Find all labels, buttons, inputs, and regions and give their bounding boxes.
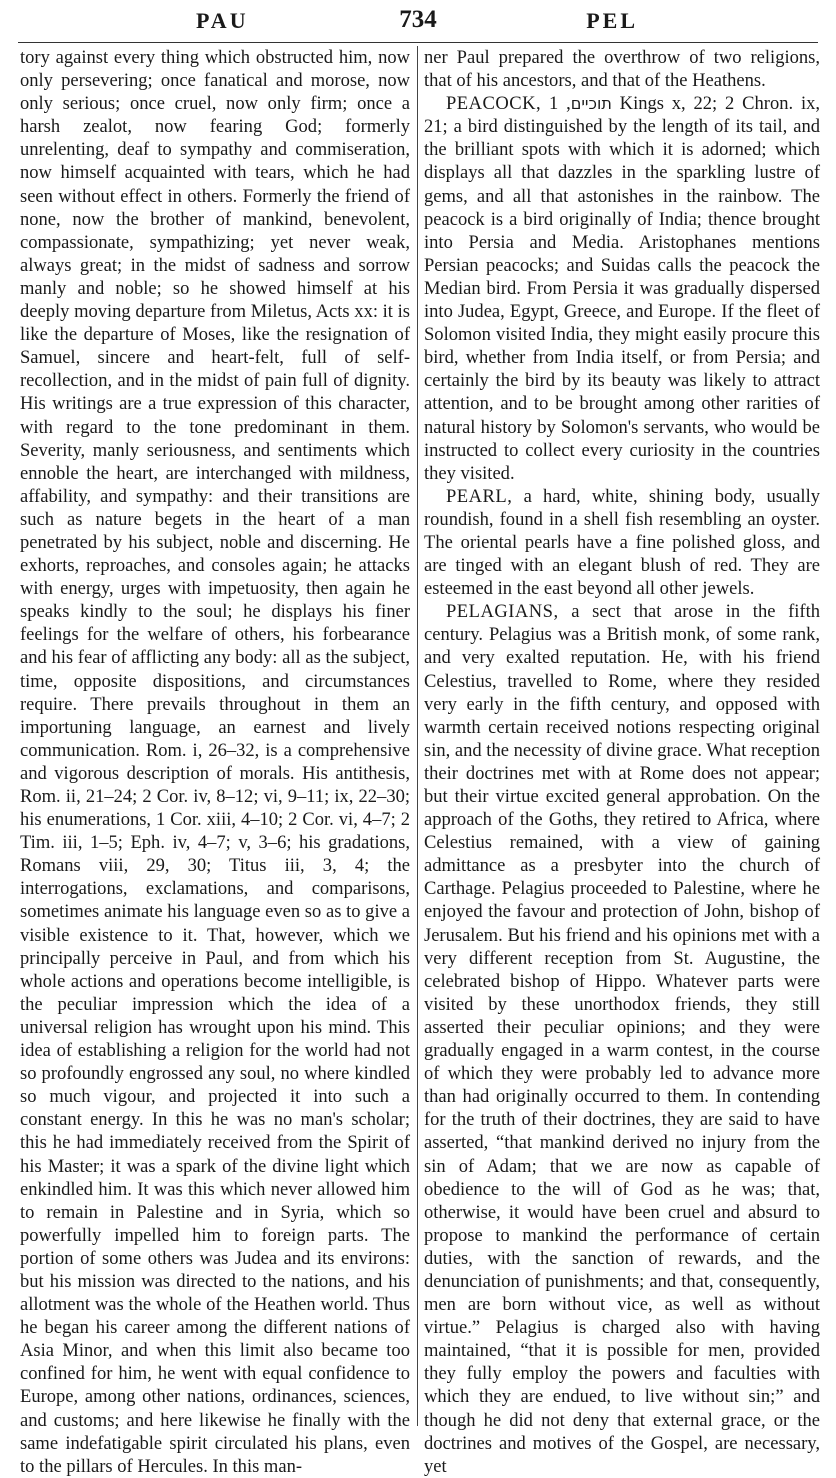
right-guide-word: PEL	[586, 8, 638, 33]
running-header	[18, 4, 818, 38]
pearl-entry	[424, 485, 820, 600]
header-rule	[18, 42, 818, 43]
peacock-text: , 1 Kings x, 22; 2 Chron. ix, 21; a bird distinguished by the length of its tail, and the brilliant spots with which it is adorned; which displays all that dazzles in the sparkling lustre of gems, and all that astonishes in the rainbow. The peacock is a bird originally of India; thence brought into Persia and Media. Aristophanes mentions Persian peacocks; and Suidas calls the peacock the Median bird. From Persia it was gradually dispersed into Judea, Egypt, Greece, and Europe. If the fleet of Solomon visited India, they might easily procure this bird, whether from India itself, or from Persia; and certainly the bird by its beauty was likely to attract attention, and to be brought among other rarities of natural history by Solomon's servants, who would be instructed to collect every curiosity in the countries they visited.	[424, 93, 820, 484]
pearl-text: a hard, white, shining body, usually roundish, found in a shell fish resembling an oyster. The oriental pearls have a fine polished gloss, and are tinged with an elegant blush of red. They are esteemed in the east beyond all other jewels.	[424, 485, 820, 600]
pelagians-text: a sect that arose in the fifth century. Pelagius was a British monk, of some rank, and very exalted reputation. He, with his friend Celestius, travelled to Rome, where they resided very early in the fifth century, and opposed with warmth certain received notions respecting original sin, and the necessity of divine grace. What reception their doctrines met with at Rome does not appear; but their virtue excited general approbation. On the approach of the Goths, they retired to Africa, where Celestius remained, with a view of gaining admittance as a presbyter into the church of Carthage. Pelagius proceeded to Palestine, where he enjoyed the favour and protection of John, bishop of Jerusalem. But his friend and his opinions met with a very different reception from St. Augustine, the celebrated bishop of Hippo. Whatever parts were visited by these unorthodox friends, they still asserted their peculiar opinions; and they were gradually engaged in a warm contest, in the course of which they were probably led to advance more than had originally occurred to them. In contending for the truth of their doctrines, they are said to have asserted, “that mankind derived no injury from the sin of Adam; that we are now as capable of obedience to the will of God as he was; that, otherwise, it would have been cruel and absurd to propose to mankind the performance of certain duties, with the sanction of rewards, and the denunciation of punishments; and that, consequently, men are born without vice, as well as without virtue.” Pelagius is charged also with having maintained, “that it is possible for men, provided they fully employ the powers and faculties with which they are endued, to live without sin;” and though he did not deny that external grace, or the doctrines and motives of the Gospel, are necessary, yet	[424, 601, 820, 1477]
peacock-headword: PEACOCK,	[446, 93, 542, 115]
paul-entry-continuation: tory against every thing which obstructed him, now only persevering; once fanatical and morose, now only serious; once cruel, now only firm; once a harsh zealot, now fearing God; formerly unrelenting, deaf to sympathy and commiseration, now himself acquainted with tears, which he had seen without effect in others. Formerly the friend of none, now the brother of mankind, benevolent, compassionate, sympathizing; yet never weak, always great; in the midst of sadness and sorrow manly and noble; so he showed himself at his deeply moving departure from Miletus, Acts xx: it is like the departure of Moses, like the resignation of Samuel, sincere and heart-felt, full of self-recollection, and in the midst of pain full of dignity. His writings are a true expression of this character, with regard to the tone predominant in them. Severity, manly seriousness, and sentiments which ennoble the heart, are interchanged with mildness, affability, and sympathy: and their transitions are such as nature begets in the heart of a man penetrated by his subject, noble and discerning. He exhorts, reproaches, and consoles again; he attacks with energy, urges with impetuosity, then again he speaks kindly to the soul; he displays his finer feelings for the welfare of others, his forbearance and his fear of afflicting any body: all as the subject, time, opposite dispositions, and circumstances require. There prevails throughout in them an importuning language, an earnest and lively communication. Rom. i, 26–32, is a comprehensive and vigorous description of morals. His antithesis, Rom. ii, 21–24; 2 Cor. iv, 8–12; vi, 9–11; ix, 22–30; his enumerations, 1 Cor. xiii, 4–10; 2 Cor. vi, 4–7; 2 Tim. iii, 1–5; Eph. iv, 4–7; v, 3–6; his gradations, Romans viii, 29, 30; Titus iii, 3, 4; the interrogations, exclamations, and comparisons, sometimes animate his language even so as to give a visible existence to it. That, however, which we principally perceive in Paul, and from which his whole actions and operations become intelligible, is the peculiar impression which the idea of a universal religion has wrought upon his mind. This idea of establishing a religion for the world had not so profoundly engrossed any soul, no where kindled so much vigour, and projected it into such a constant energy. In this he was no man's scholar; this he had immediately received from the Spirit of his Master; it was a spark of the divine light which enkindled him. It was this which never allowed him to remain in Palestine and in Syria, which so powerfully impelled him to foreign parts. The portion of some others was Judea and its environs: but his mission was directed to the nations, and his allotment was the whole of the Heathen world. Thus he began his career among the different nations of Asia Minor, and when this limit also became too confined for him, he went with equal confidence to Europe, among other nations, ordinances, sciences, and customs; and here likewise he finally with the same indefatigable spirit circulated his plans, even to the pillars of Hercules. In this man-	[20, 47, 410, 1477]
pelagians-headword: PELAGIANS,	[446, 601, 559, 623]
peacock-entry	[424, 92, 820, 485]
left-column	[20, 46, 410, 1477]
column-divider	[417, 46, 418, 1426]
pelagians-entry	[424, 600, 820, 1478]
peacock-hebrew-word: תוכיים	[570, 94, 612, 114]
left-guide-word: PAU	[196, 8, 249, 33]
page-number: 734	[399, 6, 437, 33]
paul-entry-end: ner Paul prepared the overthrow of two religions, that of his ancestors, and that of the Heathens.	[424, 47, 820, 92]
right-column	[424, 46, 820, 1477]
pearl-headword: PEARL,	[446, 485, 513, 507]
